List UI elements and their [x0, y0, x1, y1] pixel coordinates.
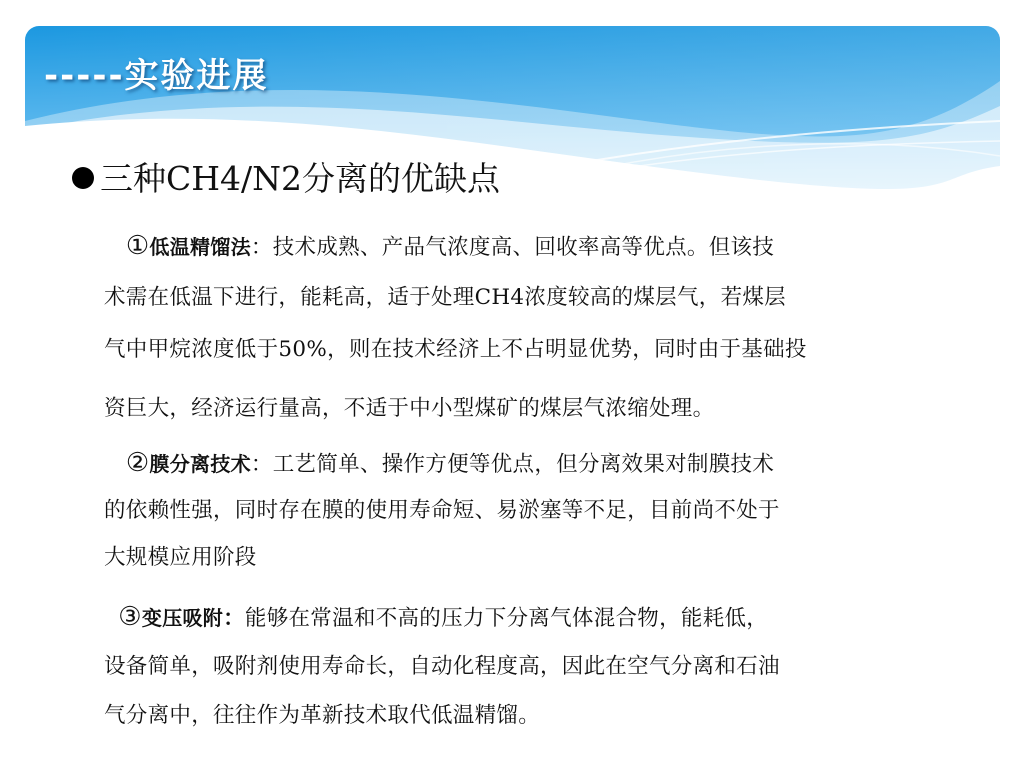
- term-separator: ：: [223, 606, 245, 631]
- method-term: 膜分离技术: [149, 452, 251, 476]
- method-term: 低温精馏法: [149, 235, 251, 259]
- text-line: 术需在低温下进行，能耗高，适于处理CH4浓度较高的煤层气，若煤层: [104, 285, 786, 310]
- text-line-content: 能够在常温和不高的压力下分离气体混合物，能耗低，: [244, 606, 769, 631]
- text-line: 设备简单，吸附剂使用寿命长，自动化程度高，因此在空气分离和石油: [104, 654, 780, 679]
- method-number: ③: [118, 602, 142, 632]
- text-line: 大规模应用阶段: [104, 545, 257, 570]
- term-separator: ：: [250, 452, 273, 477]
- text-line-content: 技术成熟、产品气浓度高、回收率高等优点。但该技: [272, 235, 775, 260]
- text-line-content: 工艺简单、操作方便等优点，但分离效果对制膜技术: [272, 452, 775, 477]
- method-number: ②: [125, 448, 150, 478]
- method-pressure-swing-adsorption: [104, 593, 914, 740]
- method-cryogenic-distillation: [104, 220, 914, 434]
- term-separator: ：: [250, 235, 273, 260]
- text-line: 的依赖性强，同时存在膜的使用寿命短、易淤塞等不足，目前尚不处于: [104, 498, 780, 523]
- text-line: 气分离中，往往作为革新技术取代低温精馏。: [104, 703, 541, 728]
- method-number: ①: [125, 231, 150, 261]
- text-line: [104, 440, 914, 487]
- text-line: 资巨大，经济运行量高，不适于中小型煤矿的煤层气浓缩处理。: [104, 396, 715, 421]
- text-line: 气中甲烷浓度低于50%，则在技术经济上不占明显优势，同时由于基础投: [104, 337, 807, 362]
- text-line: [104, 593, 914, 642]
- heading-text: 三种CH4/N2分离的优缺点: [100, 159, 501, 198]
- text-line: [104, 220, 914, 272]
- bullet-icon: [72, 167, 94, 189]
- method-term: 变压吸附: [141, 606, 224, 630]
- slide-heading: [72, 157, 500, 201]
- section-title: -----实验进展: [44, 56, 269, 96]
- method-membrane-separation: [104, 440, 914, 581]
